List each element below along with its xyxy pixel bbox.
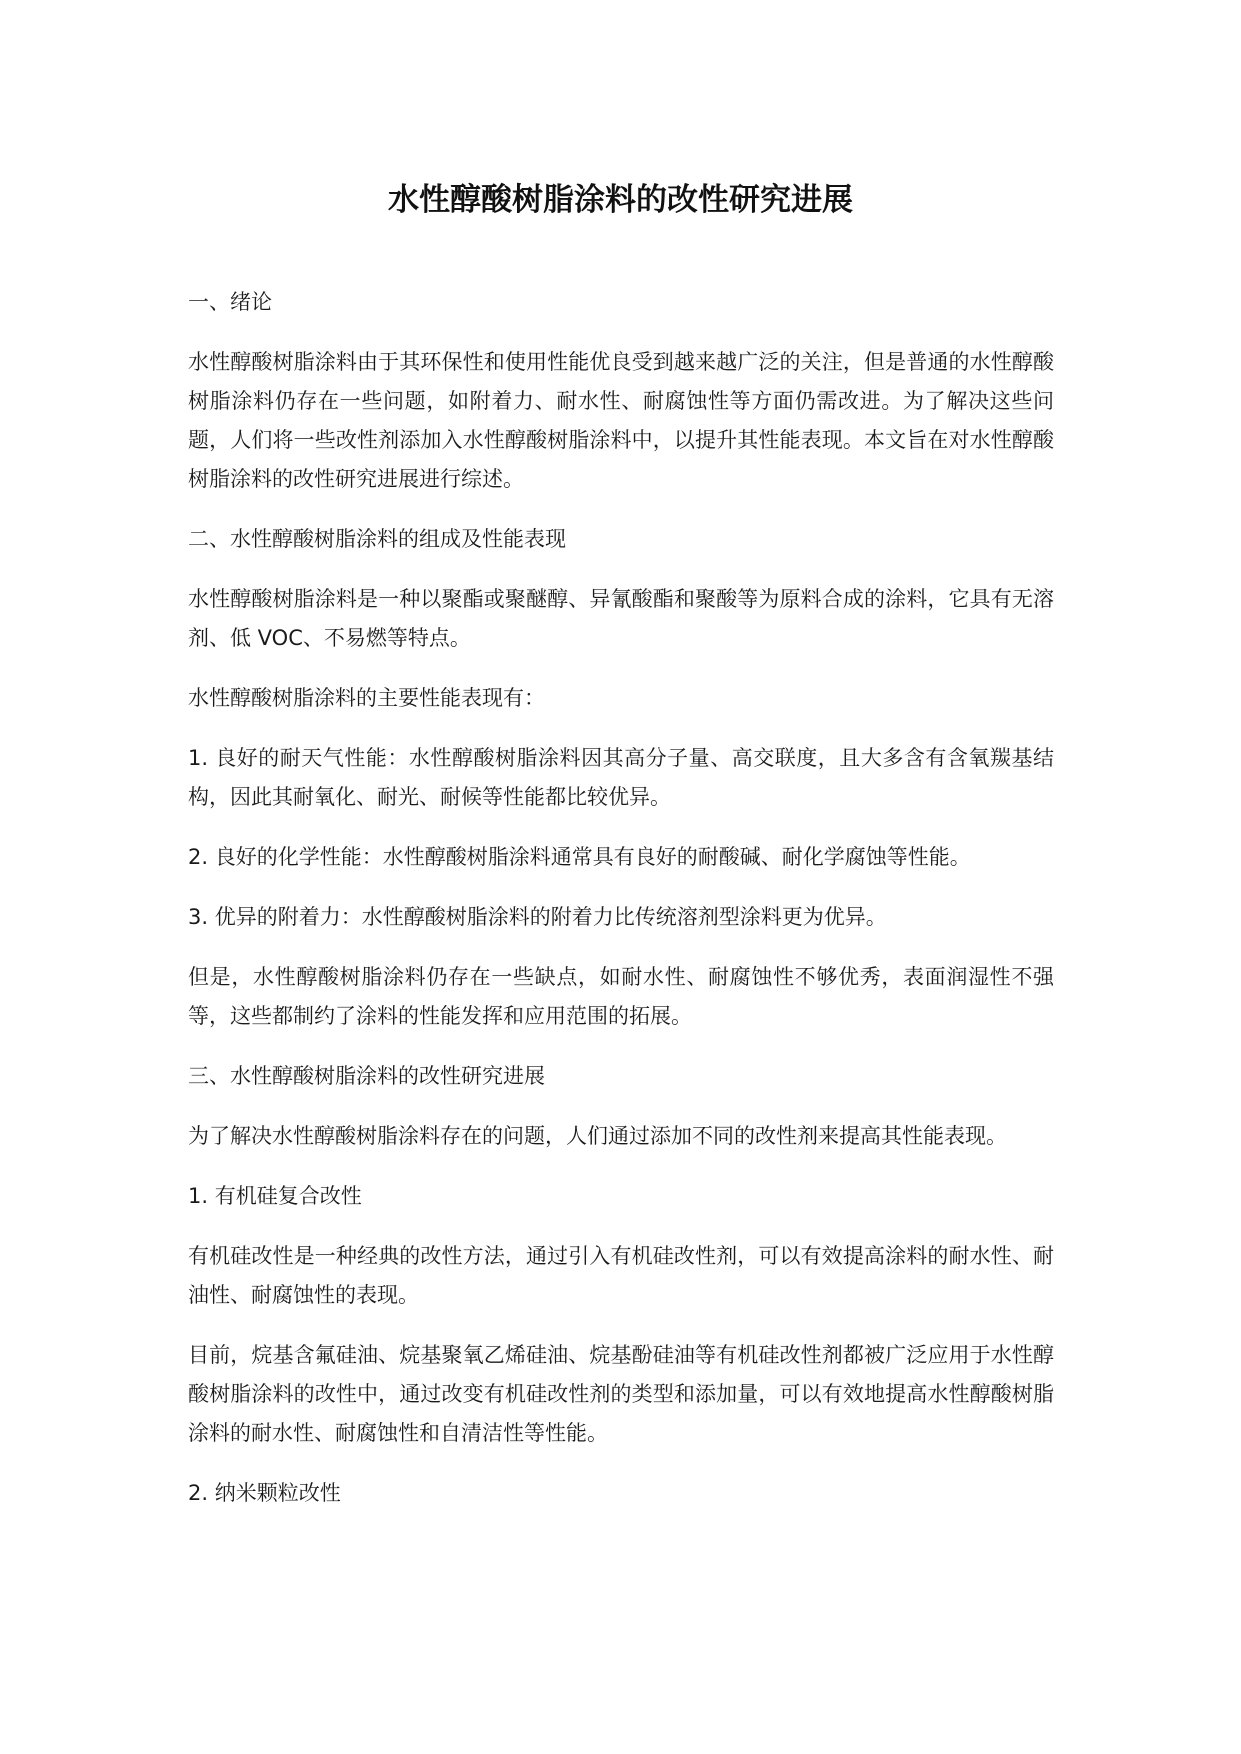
list-item-adhesion: 3. 优异的附着力：水性醇酸树脂涂料的附着力比传统溶剂型涂料更为优异。 [188,905,887,929]
section-heading-modification: 三、水性醇酸树脂涂料的改性研究进展 [188,1064,545,1088]
paragraph-performance-intro: 水性醇酸树脂涂料的主要性能表现有： [188,686,545,710]
subheading-silicone-modification: 1. 有机硅复合改性 [188,1184,362,1208]
document-body [188,283,1054,1534]
paragraph-introduction: 水性醇酸树脂涂料由于其环保性和使用性能优良受到越来越广泛的关注，但是普通的水性醇酸树脂涂料仍存在一些问题，如附着力、耐水性、耐腐蚀性等方面仍需改进。为了解决这些问题，人们将一些改性剂添加入水性醇酸树脂涂料中，以提升其性能表现。本文旨在对水性醇酸树脂涂料的改性研究进展进行综述。 [188,350,1054,491]
paragraph-shortcomings: 但是，水性醇酸树脂涂料仍存在一些缺点，如耐水性、耐腐蚀性不够优秀，表面润湿性不强等，这些都制约了涂料的性能发挥和应用范围的拓展。 [188,965,1054,1028]
list-item-chemical-performance: 2. 良好的化学性能：水性醇酸树脂涂料通常具有良好的耐酸碱、耐化学腐蚀等性能。 [188,845,971,869]
list-item-weather-resistance: 1. 良好的耐天气性能：水性醇酸树脂涂料因其高分子量、高交联度，且大多含有含氧羰基结构，因此其耐氧化、耐光、耐候等性能都比较优异。 [188,746,1054,809]
section-heading-introduction: 一、绪论 [188,290,272,314]
paragraph-composition: 水性醇酸树脂涂料是一种以聚酯或聚醚醇、异氰酸酯和聚酸等为原料合成的涂料，它具有无溶剂、低 VOC、不易燃等特点。 [188,587,1054,650]
paragraph-silicone-detail: 目前，烷基含氟硅油、烷基聚氧乙烯硅油、烷基酚硅油等有机硅改性剂都被广泛应用于水性醇酸树脂涂料的改性中，通过改变有机硅改性剂的类型和添加量，可以有效地提高水性醇酸树脂涂料的耐水性、耐腐蚀性和自清洁性等性能。 [188,1343,1054,1445]
paragraph-modification-intro: 为了解决水性醇酸树脂涂料存在的问题，人们通过添加不同的改性剂来提高其性能表现。 [188,1124,1007,1148]
subheading-nanoparticle-modification: 2. 纳米颗粒改性 [188,1481,341,1505]
section-heading-composition: 二、水性醇酸树脂涂料的组成及性能表现 [188,527,566,551]
paragraph-silicone-intro: 有机硅改性是一种经典的改性方法，通过引入有机硅改性剂，可以有效提高涂料的耐水性、耐油性、耐腐蚀性的表现。 [188,1244,1054,1307]
document-title: 水性醇酸树脂涂料的改性研究进展 [388,182,853,218]
